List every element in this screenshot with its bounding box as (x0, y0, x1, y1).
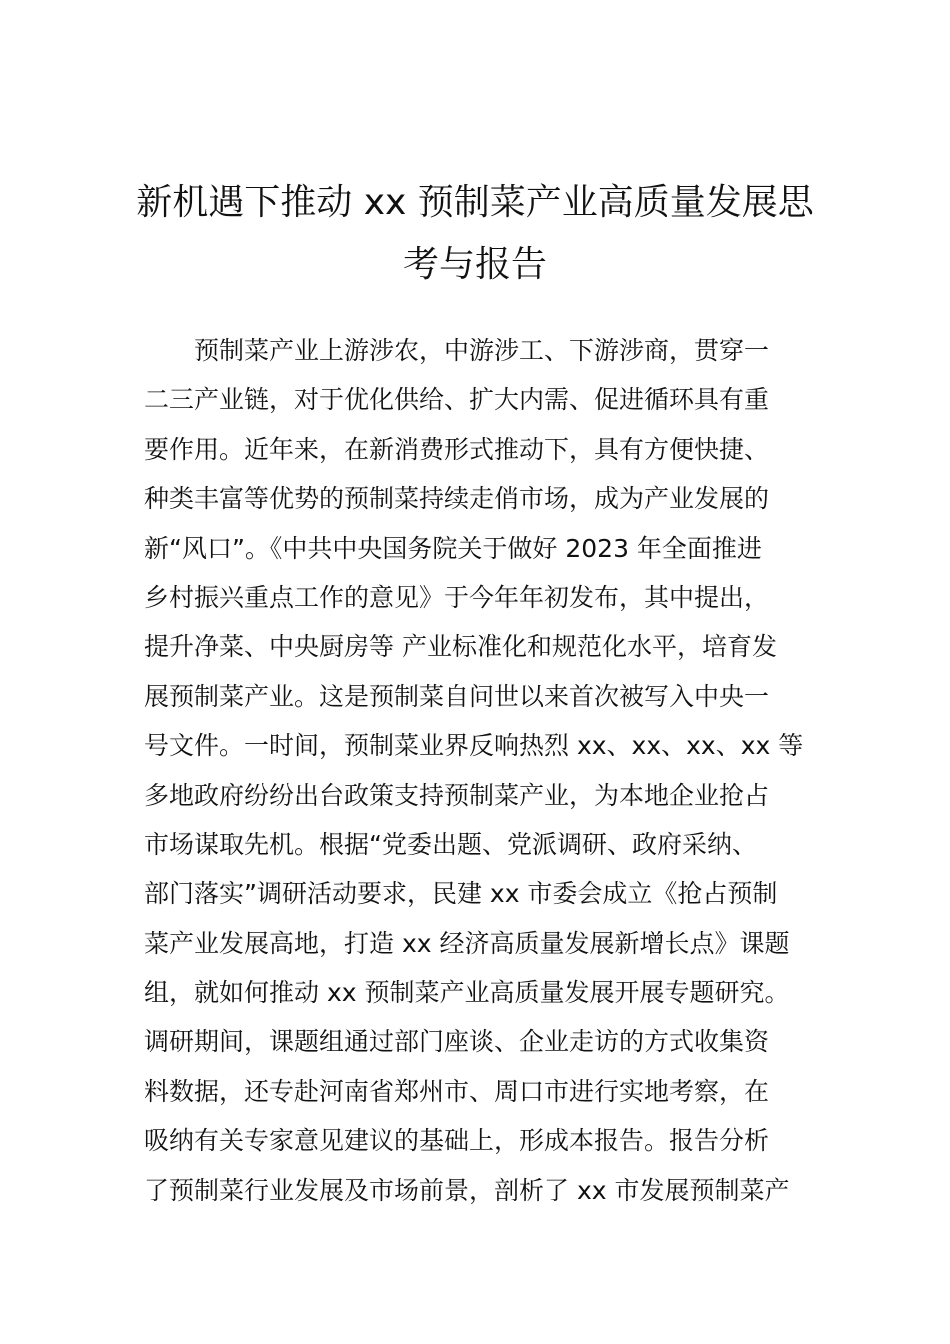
body-line: 乡村振兴重点工作的意见》于今年年初发布，其中提出， (144, 582, 770, 612)
body-line: 提升净菜、中央厨房等 产业标准化和规范化水平，培育发 (144, 632, 777, 662)
body-line: 多地政府纷纷出台政策支持预制菜产业，为本地企业抢占 (144, 780, 770, 810)
body-line: 料数据，还专赴河南省郑州市、周口市进行实地考察，在 (144, 1076, 770, 1106)
body-line: 市场谋取先机。根据“党委出题、党派调研、政府采纳、 (144, 829, 757, 859)
body-line: 展预制菜产业。这是预制菜自问世以来首次被写入中央一 (144, 681, 770, 711)
body-line: 了预制菜行业发展及市场前景，剖析了 xx 市发展预制菜产 (144, 1175, 790, 1205)
body-line: 吸纳有关专家意见建议的基础上，形成本报告。报告分析 (144, 1126, 770, 1156)
body-line: 调研期间，课题组通过部门座谈、企业走访的方式收集资 (144, 1027, 770, 1057)
body-line: 二三产业链，对于优化供给、扩大内需、促进循环具有重 (144, 385, 770, 415)
body-line: 号文件。一时间，预制菜业界反响热烈 xx、xx、xx、xx 等 (144, 731, 804, 761)
body-paragraph (144, 326, 814, 1215)
body-line: 组，就如何推动 xx 预制菜产业高质量发展开展专题研究。 (144, 978, 790, 1008)
body-line: 预制菜产业上游涉农，中游涉工、下游涉商，贯穿一 (194, 336, 770, 365)
title-line-2: 考与报告 (402, 244, 547, 285)
document-title (100, 172, 850, 296)
body-line: 菜产业发展高地，打造 xx 经济高质量发展新增长点》课题 (144, 928, 790, 958)
body-line: 种类丰富等优势的预制菜持续走俏市场，成为产业发展的 (144, 484, 770, 514)
body-line: 要作用。近年来，在新消费形式推动下，具有方便快捷、 (144, 434, 770, 464)
body-line: 新“风口”。《中共中央国务院关于做好 2023 年全面推进 (144, 533, 762, 563)
title-line-1: 新机遇下推动 xx 预制菜产业高质量发展思 (136, 182, 814, 223)
body-line: 部门落实”调研活动要求，民建 xx 市委会成立《抢占预制 (144, 879, 778, 909)
